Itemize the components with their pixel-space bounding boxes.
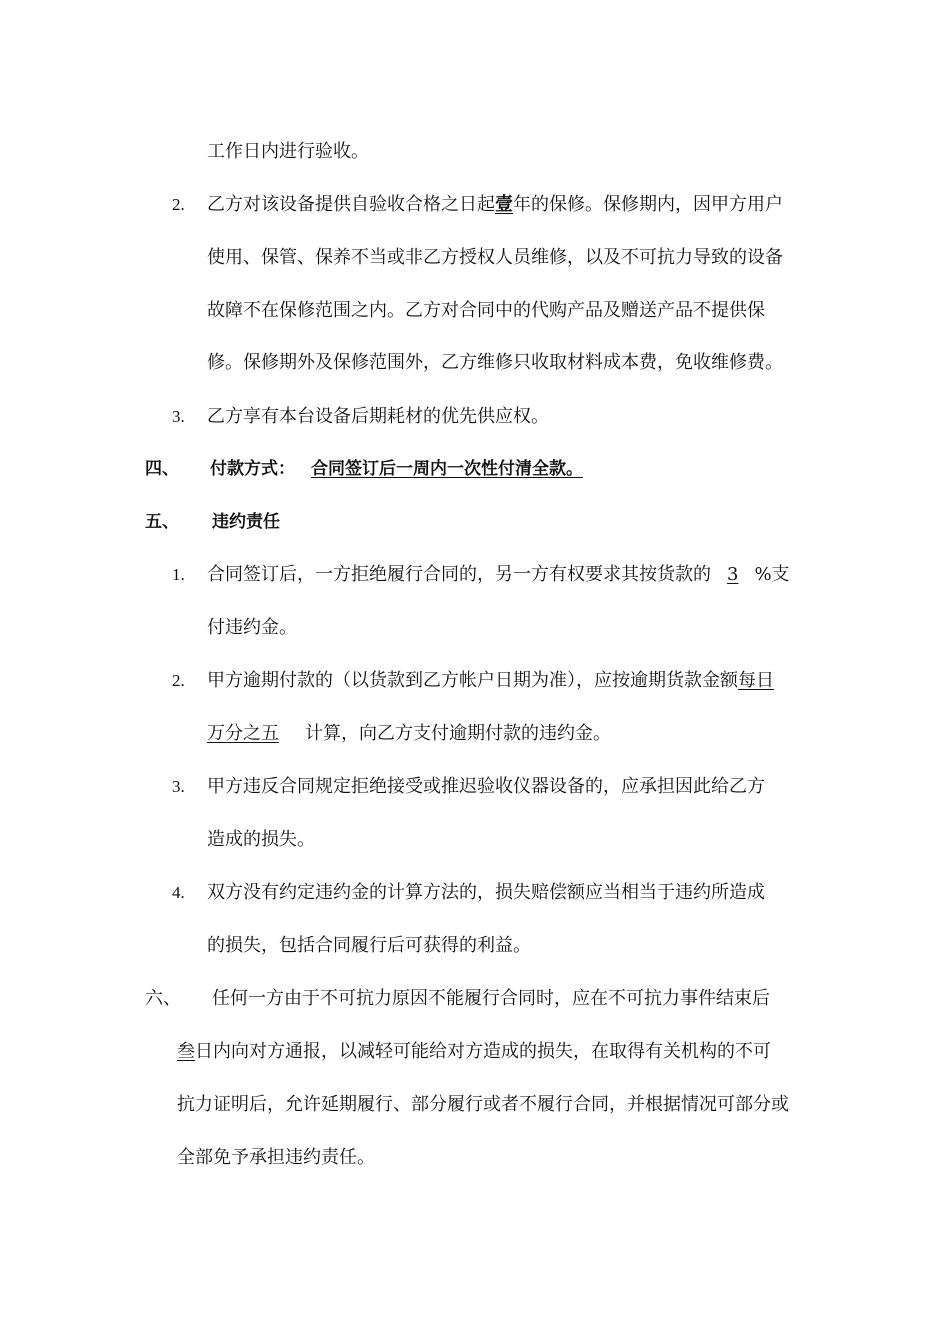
s3-continuation-line: 工作日内进行验收。 bbox=[207, 141, 369, 162]
s5-item1-line2: 付违约金。 bbox=[207, 617, 297, 638]
s3-item2-line3: 故障不在保修范围之内。乙方对合同中的代购产品及赠送产品不提供保 bbox=[207, 300, 765, 321]
notice-days-value: 叁 bbox=[177, 1041, 195, 1062]
s3-item2-text-a: 乙方对该设备提供自验收合格之日起 bbox=[207, 194, 495, 215]
section4-line bbox=[210, 457, 593, 481]
late-fee-rate-part2: 万分之五 bbox=[207, 723, 279, 744]
s5-item3-line2: 造成的损失。 bbox=[207, 829, 315, 850]
late-fee-rate-part1: 每日 bbox=[738, 670, 774, 691]
s5-item1-text-a: 合同签订后，一方拒绝履行合同的，另一方有权要求其按货款的 bbox=[207, 564, 711, 585]
s6-line2 bbox=[177, 1040, 771, 1064]
s5-item4-line2: 的损失，包括合同履行后可获得的利益。 bbox=[207, 935, 531, 956]
s3-item2-line2: 使用、保管、保养不当或非乙方授权人员维修，以及不可抗力导致的设备 bbox=[207, 247, 783, 268]
section6-number: 六、 bbox=[145, 988, 181, 1009]
section4-number: 四、 bbox=[145, 459, 179, 479]
s6-line4: 全部免予承担违约责任。 bbox=[177, 1147, 375, 1168]
s6-line1: 任何一方由于不可抗力原因不能履行合同时，应在不可抗力事件结束后 bbox=[212, 988, 770, 1009]
warranty-term-value: 壹 bbox=[495, 194, 513, 215]
s3-item2-line4: 修。保修期外及保修范围外，乙方维修只收取材料成本费，免收维修费。 bbox=[207, 352, 783, 373]
s5-item4-number: 4. bbox=[172, 883, 185, 902]
s5-item2-text-b: 计算，向乙方支付逾期付款的违约金。 bbox=[305, 723, 611, 744]
s5-item2-number: 2. bbox=[172, 671, 185, 690]
s3-item2-number: 2. bbox=[172, 195, 185, 214]
s5-item2-text-a: 甲方逾期付款的（以货款到乙方帐户日期为准），应按逾期货款金额 bbox=[207, 670, 738, 691]
s5-item1-line1 bbox=[207, 563, 790, 587]
s3-item2-line1 bbox=[207, 193, 783, 217]
penalty-percent-value: 3 bbox=[727, 564, 739, 585]
s5-item3-number: 3. bbox=[172, 777, 185, 796]
section5-number: 五、 bbox=[145, 512, 179, 532]
s5-item4-line1: 双方没有约定违约金的计算方法的，损失赔偿额应当相当于违约所造成 bbox=[207, 882, 765, 903]
s5-item2-line2 bbox=[207, 722, 611, 746]
payment-method-label: 付款方式： bbox=[210, 459, 295, 479]
s5-item1-number: 1. bbox=[172, 565, 185, 584]
s6-line3: 抗力证明后，允许延期履行、部分履行或者不履行合同，并根据情况可部分或 bbox=[177, 1094, 789, 1115]
s5-item3-line1: 甲方违反合同规定拒绝接受或推迟验收仪器设备的，应承担因此给乙方 bbox=[207, 776, 765, 797]
s5-item1-text-b: %支 bbox=[754, 564, 790, 585]
s3-item3-number: 3. bbox=[172, 407, 185, 426]
section5-title: 违约责任 bbox=[212, 512, 280, 532]
s6-line2-text: 日内向对方通报，以减轻可能给对方造成的损失，在取得有关机构的不可 bbox=[195, 1041, 771, 1062]
s3-item2-text-b: 年的保修。保修期内，因甲方用户 bbox=[513, 194, 783, 215]
payment-method-value: 合同签订后一周内一次性付清全款。 bbox=[311, 459, 583, 479]
s5-item2-line1 bbox=[207, 669, 774, 693]
s3-item3-line1: 乙方享有本台设备后期耗材的优先供应权。 bbox=[207, 406, 549, 427]
